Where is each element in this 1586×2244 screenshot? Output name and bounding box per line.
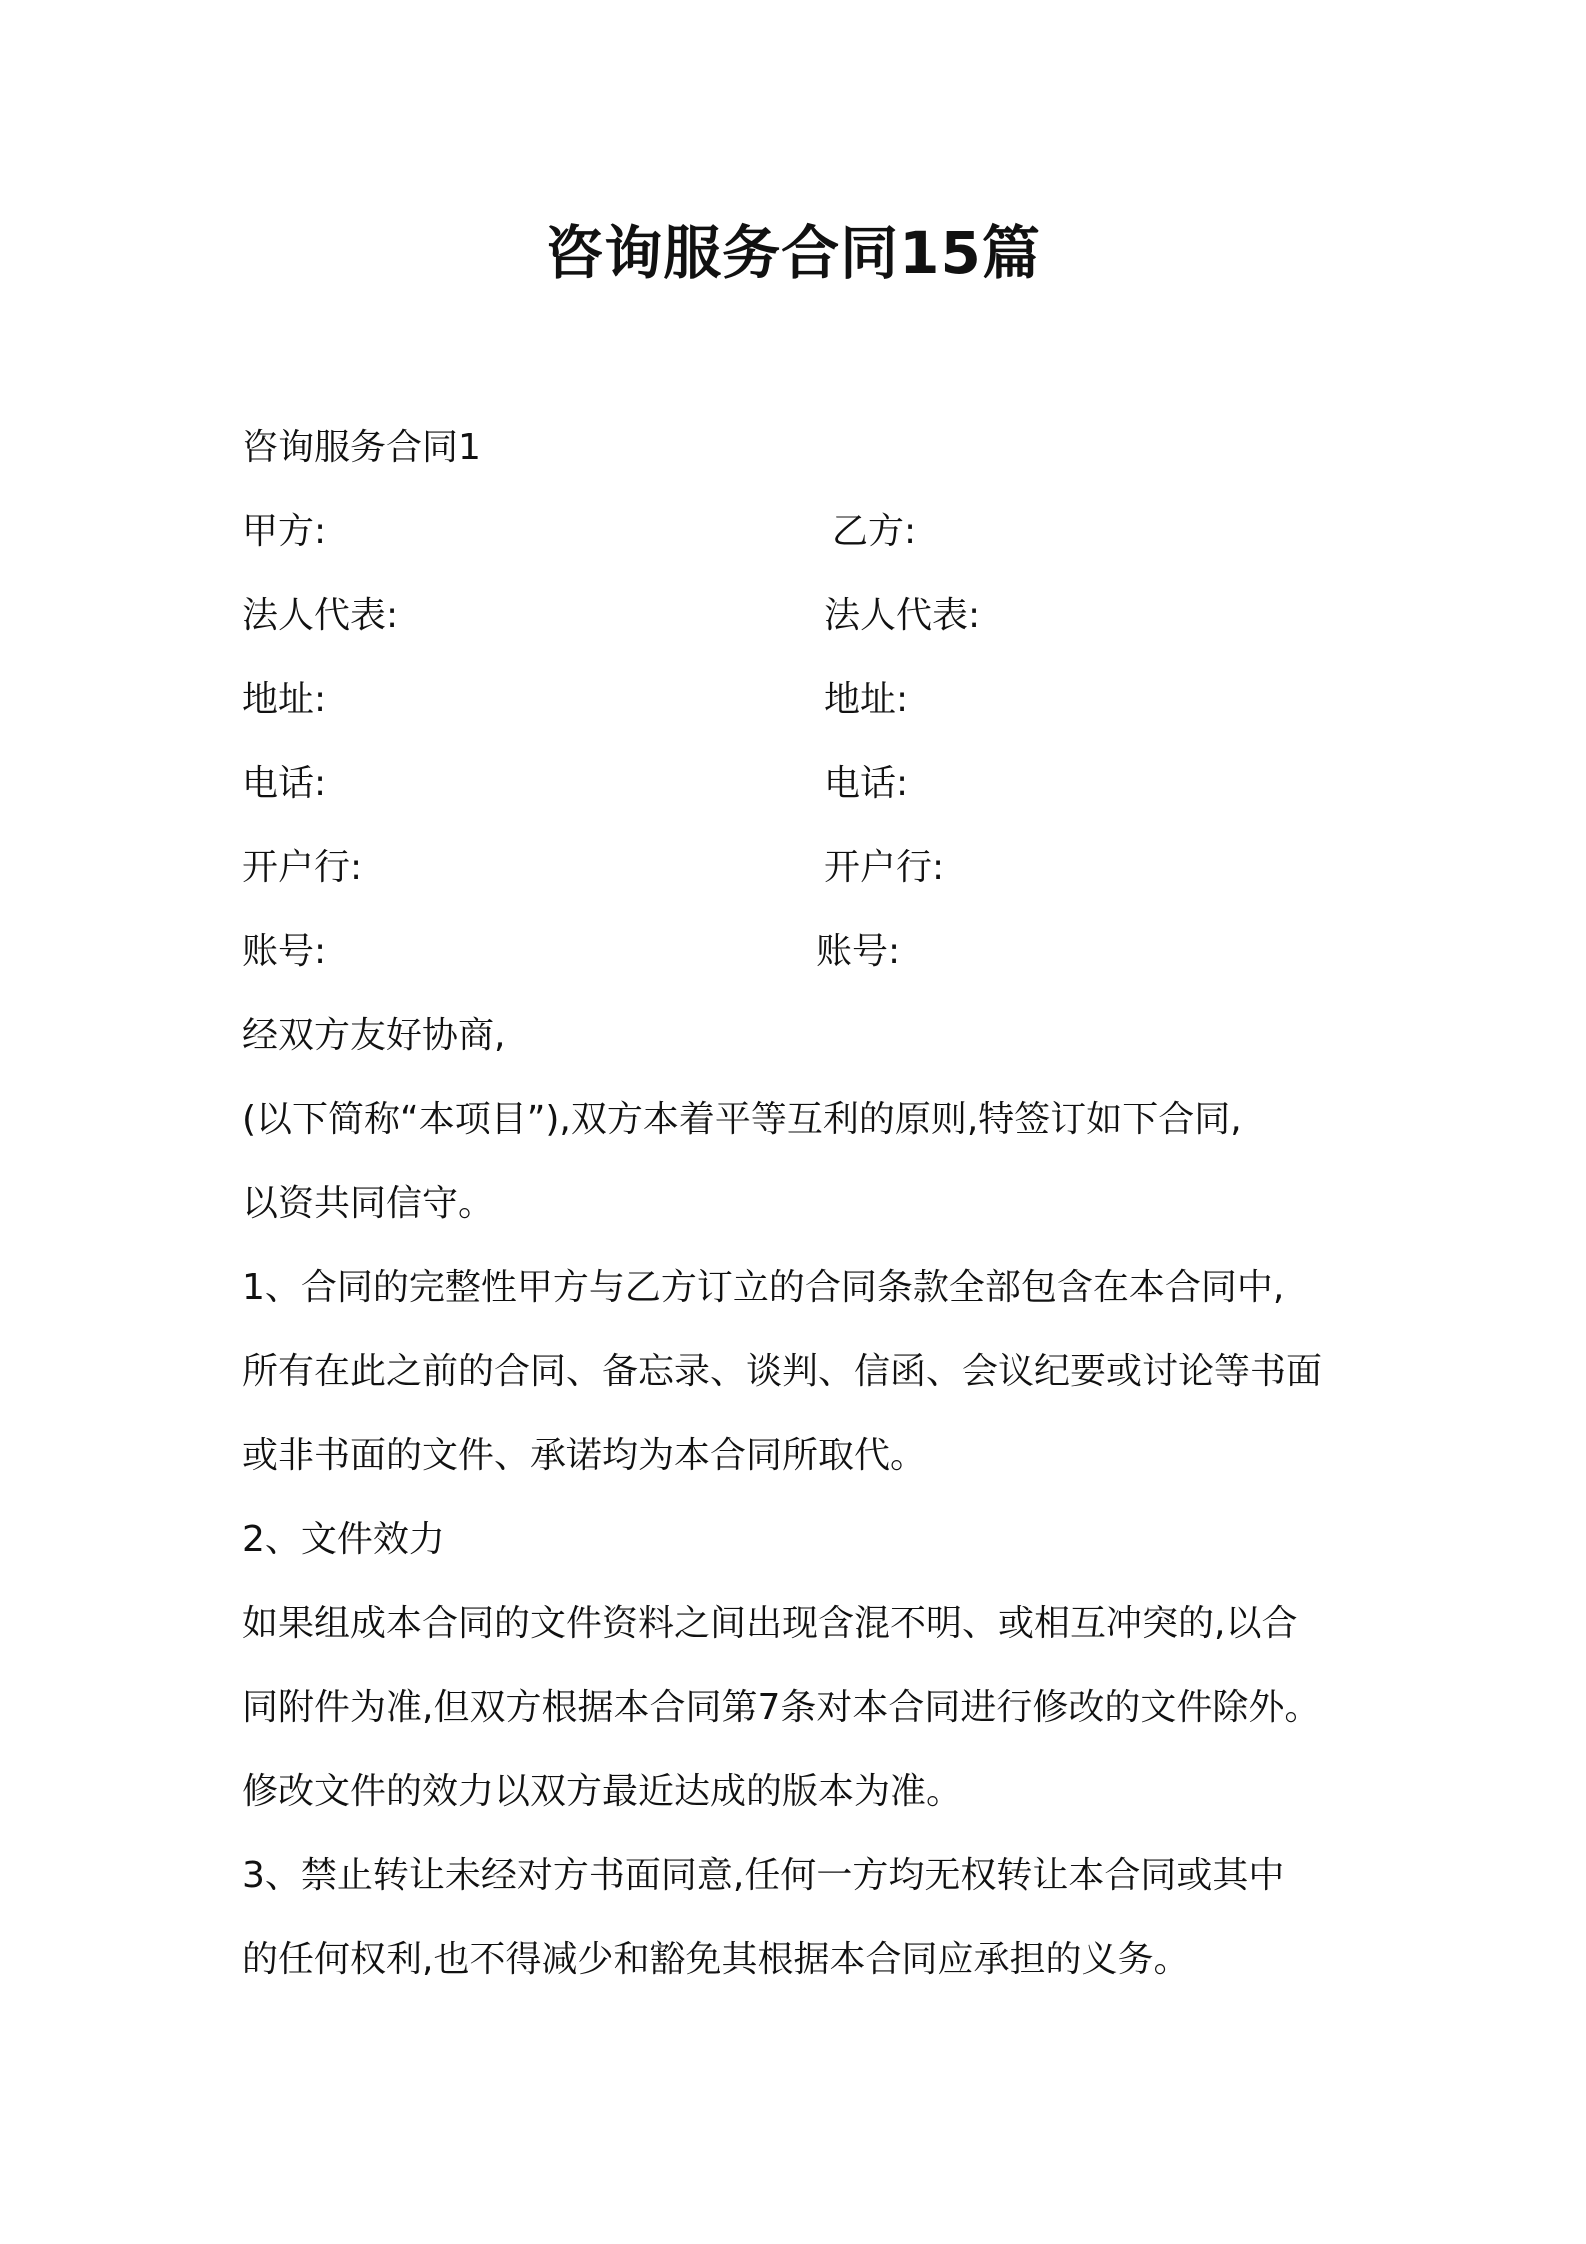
clause-3-line: 的任何权利,也不得减少和豁免其根据本合同应承担的义务。	[242, 1939, 1190, 1980]
party-b-representative-label: 法人代表:	[824, 595, 981, 636]
contract-subtitle: 咨询服务合同1	[242, 427, 481, 468]
party-b-bank-label: 开户行:	[824, 847, 945, 888]
intro-line: (以下简称“本项目”),双方本着平等互利的原则,特签订如下合同,	[242, 1099, 1242, 1140]
party-a-address-label: 地址:	[242, 679, 327, 720]
party-a-representative-label: 法人代表:	[242, 595, 399, 636]
party-row-bank	[242, 826, 1402, 910]
clause-3-line: 3、禁止转让未经对方书面同意,任何一方均无权转让本合同或其中	[242, 1855, 1285, 1896]
document-body	[242, 406, 1402, 2002]
party-row-address	[242, 658, 1402, 742]
party-a-bank-label: 开户行:	[242, 847, 363, 888]
intro-line: 以资共同信守。	[242, 1183, 495, 1224]
clause-2-line: 如果组成本合同的文件资料之间出现含混不明、或相互冲突的,以合	[242, 1603, 1298, 1644]
party-row-representative	[242, 574, 1402, 658]
clause-2-line: 同附件为准,但双方根据本合同第7条对本合同进行修改的文件除外。	[242, 1687, 1321, 1728]
party-row-account	[242, 910, 1402, 994]
party-b-account-label: 账号:	[816, 931, 901, 972]
clause-1-line: 1、合同的完整性甲方与乙方订立的合同条款全部包含在本合同中,	[242, 1267, 1285, 1308]
clause-2-heading: 2、文件效力	[242, 1519, 445, 1560]
party-row-party	[242, 490, 1402, 574]
clause-2-line: 修改文件的效力以双方最近达成的版本为准。	[242, 1771, 963, 1812]
party-a-phone-label: 电话:	[242, 763, 327, 804]
party-b-label: 乙方:	[832, 511, 917, 552]
party-a-label: 甲方:	[242, 511, 327, 552]
clause-1-line: 所有在此之前的合同、备忘录、谈判、信函、会议纪要或讨论等书面	[242, 1351, 1323, 1392]
party-b-address-label: 地址:	[824, 679, 909, 720]
party-a-account-label: 账号:	[242, 931, 327, 972]
intro-line: 经双方友好协商,	[242, 1015, 506, 1056]
clause-1-line: 或非书面的文件、承诺均为本合同所取代。	[242, 1435, 927, 1476]
party-row-phone	[242, 742, 1402, 826]
party-b-phone-label: 电话:	[824, 763, 909, 804]
document-title: 咨询服务合同15篇	[545, 219, 1041, 287]
